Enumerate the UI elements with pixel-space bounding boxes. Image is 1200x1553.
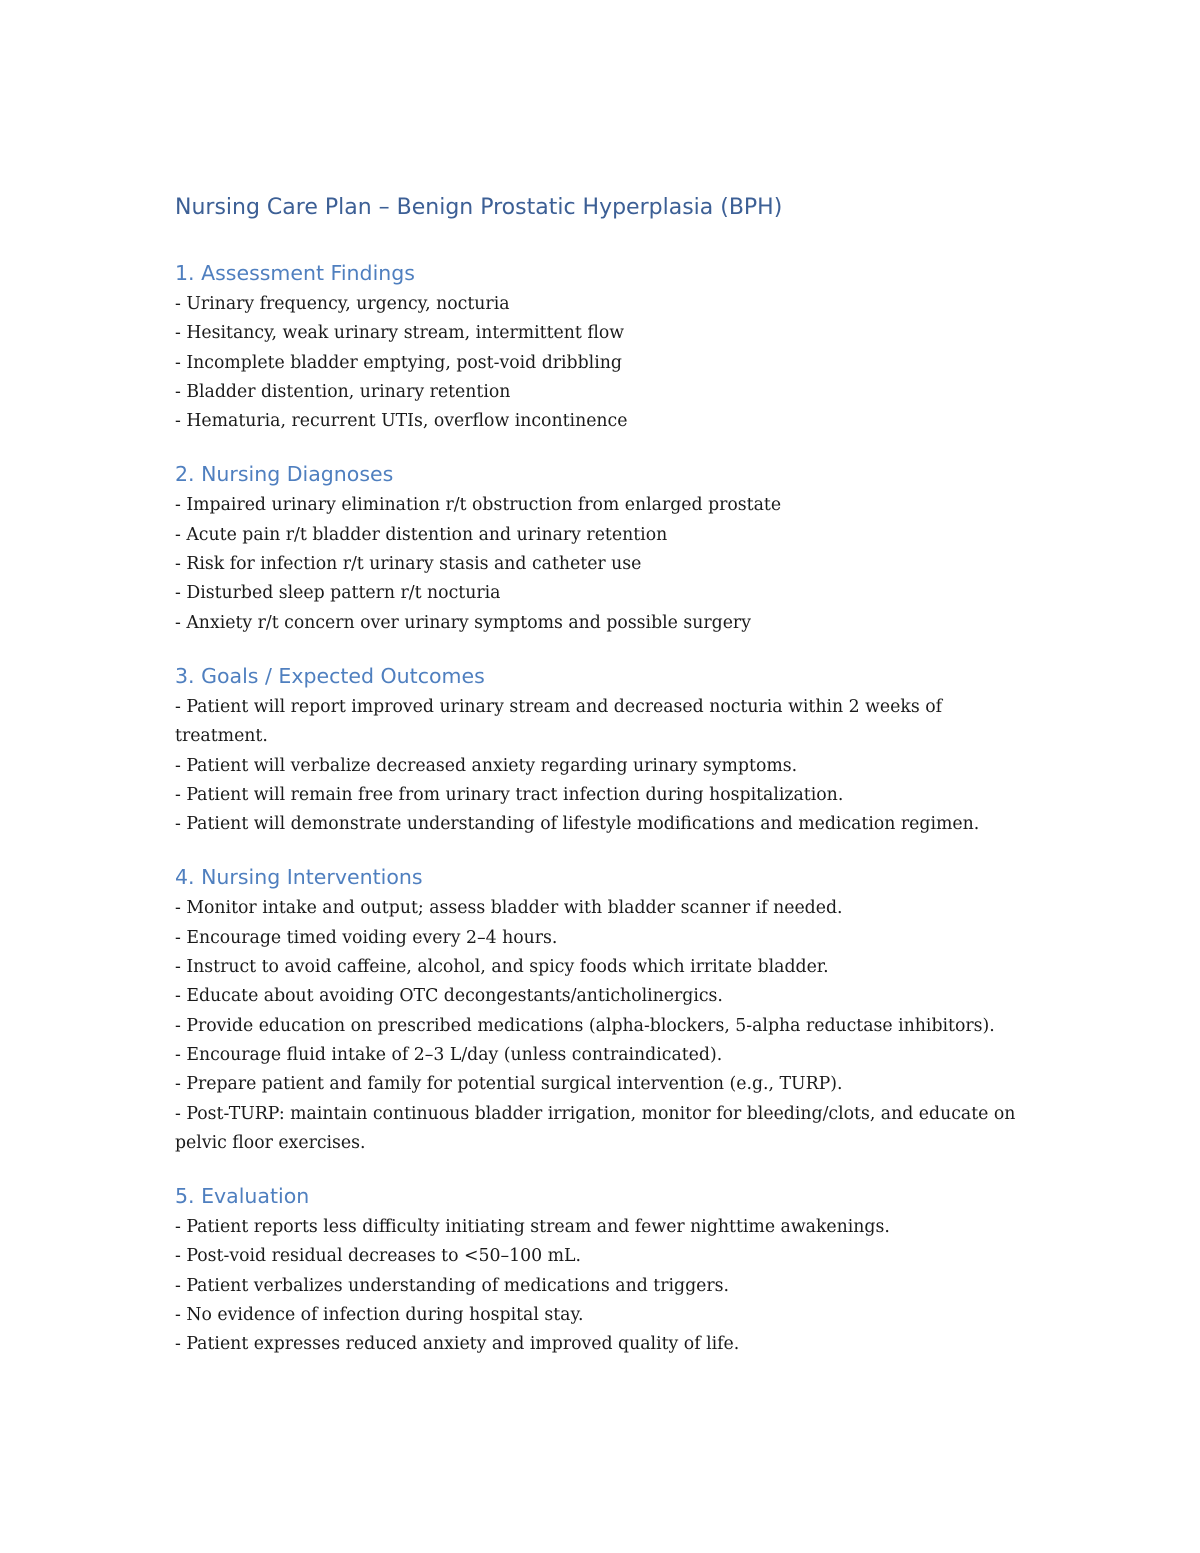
section-list [175, 1213, 1035, 1359]
document-title: Nursing Care Plan – Benign Prostatic Hyperplasia (BPH) [175, 195, 783, 220]
section-list [175, 491, 1035, 637]
list-item: - Encourage fluid intake of 2–3 L/day (unless contraindicated). [175, 1044, 723, 1065]
document-body [175, 190, 1035, 1381]
list-item: - Risk for infection r/t urinary stasis and catheter use [175, 554, 642, 575]
section-heading: 4. Nursing Interventions [175, 865, 423, 890]
section-list [175, 290, 1035, 436]
list-item: - Educate about avoiding OTC decongestants/anticholinergics. [175, 986, 723, 1007]
list-item: - Patient will demonstrate understanding of lifestyle modifications and medication regimen. [175, 814, 980, 835]
list-item: - Patient will remain free from urinary tract infection during hospitalization. [175, 784, 844, 805]
list-item: - Patient expresses reduced anxiety and improved quality of life. [175, 1334, 740, 1355]
list-item: - Incomplete bladder emptying, post-void dribbling [175, 352, 622, 373]
list-item: - Bladder distention, urinary retention [175, 381, 511, 402]
list-item: - No evidence of infection during hospital stay. [175, 1305, 584, 1326]
list-item: - Provide education on prescribed medications (alpha-blockers, 5-alpha reductase inhibitors). [175, 1015, 995, 1036]
section-nursing-diagnoses [175, 457, 1035, 637]
section-heading: 1. Assessment Findings [175, 261, 415, 285]
list-item: - Disturbed sleep pattern r/t nocturia [175, 583, 501, 604]
list-item: - Post-void residual decreases to <50–100 mL. [175, 1246, 581, 1267]
list-item: - Impaired urinary elimination r/t obstruction from enlarged prostate [175, 495, 782, 516]
section-list [175, 894, 1035, 1158]
list-item: - Patient verbalizes understanding of medications and triggers. [175, 1275, 729, 1296]
section-heading: 2. Nursing Diagnoses [175, 462, 394, 487]
section-assessment-findings [175, 256, 1035, 436]
list-item: - Monitor intake and output; assess bladder with bladder scanner if needed. [175, 898, 843, 919]
list-item: - Hematuria, recurrent UTIs, overflow incontinence [175, 411, 628, 432]
list-item: - Patient reports less difficulty initiating stream and fewer nighttime awakenings. [175, 1217, 890, 1238]
section-heading: 3. Goals / Expected Outcomes [175, 663, 485, 688]
section-goals-expected-outcomes [175, 659, 1035, 839]
list-item: - Post-TURP: maintain continuous bladder irrigation, monitor for bleeding/clots, and educate on pelvic floor exercises. [175, 1103, 1016, 1153]
section-heading: 5. Evaluation [175, 1184, 310, 1209]
list-item: - Urinary frequency, urgency, nocturia [175, 294, 510, 314]
list-item: - Acute pain r/t bladder distention and urinary retention [175, 524, 668, 545]
list-item: - Patient will verbalize decreased anxiety regarding urinary symptoms. [175, 755, 798, 776]
list-item: - Instruct to avoid caffeine, alcohol, and spicy foods which irritate bladder. [175, 957, 829, 978]
list-item: - Patient will report improved urinary stream and decreased nocturia within 2 weeks of treatment. [175, 696, 942, 747]
list-item: - Anxiety r/t concern over urinary symptoms and possible surgery [175, 612, 751, 633]
list-item: - Encourage timed voiding every 2–4 hours. [175, 927, 558, 948]
list-item: - Hesitancy, weak urinary stream, intermittent flow [175, 323, 625, 344]
section-list [175, 693, 1035, 839]
section-nursing-interventions [175, 860, 1035, 1158]
list-item: - Prepare patient and family for potential surgical intervention (e.g., TURP). [175, 1074, 843, 1095]
section-evaluation [175, 1179, 1035, 1359]
